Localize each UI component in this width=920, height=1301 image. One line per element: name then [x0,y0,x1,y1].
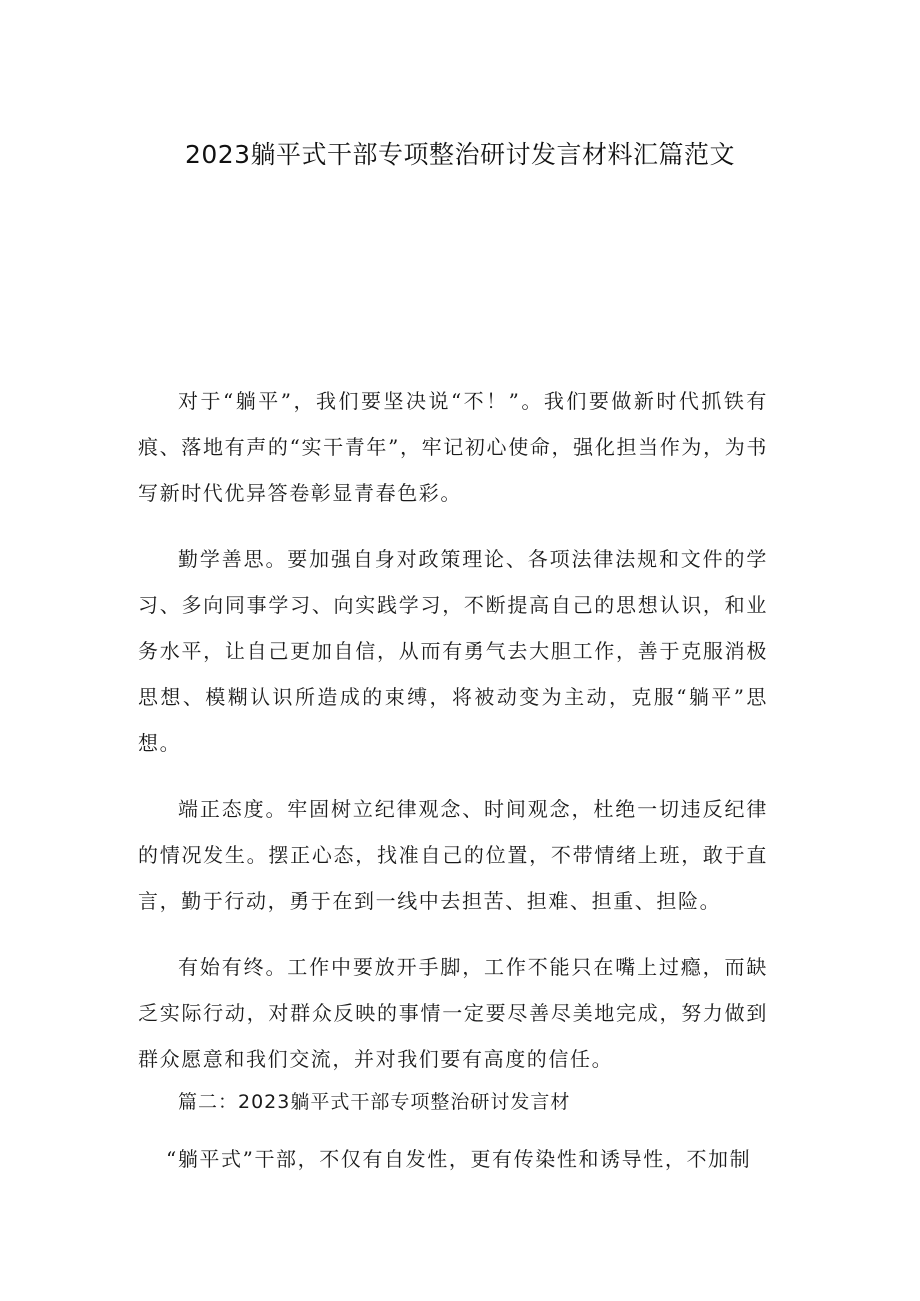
paragraph-attitude: 端正态度。牢固树立纪律观念、时间观念，杜绝一切违反纪律的情况发生。摆正心态，找准自己的位置，不带情绪上班，敢于直言，勤于行动，勇于在到一线中去担苦、担难、担重、担险。 [138,797,768,913]
document-title: 2023躺平式干部专项整治研讨发言材料汇篇范文 [184,140,736,169]
document-body [138,378,768,1202]
paragraph-consistency: 有始有终。工作中要放开手脚，工作不能只在嘴上过瘾，而缺乏实际行动，对群众反映的事情一定要尽善尽美地完成，努力做到群众愿意和我们交流，并对我们要有高度的信任。 [138,955,768,1071]
paragraph-intro: 对于“躺平”，我们要坚决说“不！”。我们要做新时代抓铁有痕、落地有声的“实干青年”，牢记初心使命，强化担当作为，为书写新时代优异答卷彰显青春色彩。 [138,389,768,505]
paragraph-study: 勤学善思。要加强自身对政策理论、各项法律法规和文件的学习、多向同事学习、向实践学习，不断提高自己的思想认识，和业务水平，让自己更加自信，从而有勇气去大胆工作，善于克服消极思想、模糊认识所造成的束缚，将被动变为主动，克服“躺平”思想。 [138,547,768,755]
section-heading: 篇二：2023躺平式干部专项整治研讨发言材 [178,1091,571,1113]
paragraph-final: “躺平式”干部，不仅有自发性，更有传染性和诱导性，不加制 [166,1147,752,1171]
